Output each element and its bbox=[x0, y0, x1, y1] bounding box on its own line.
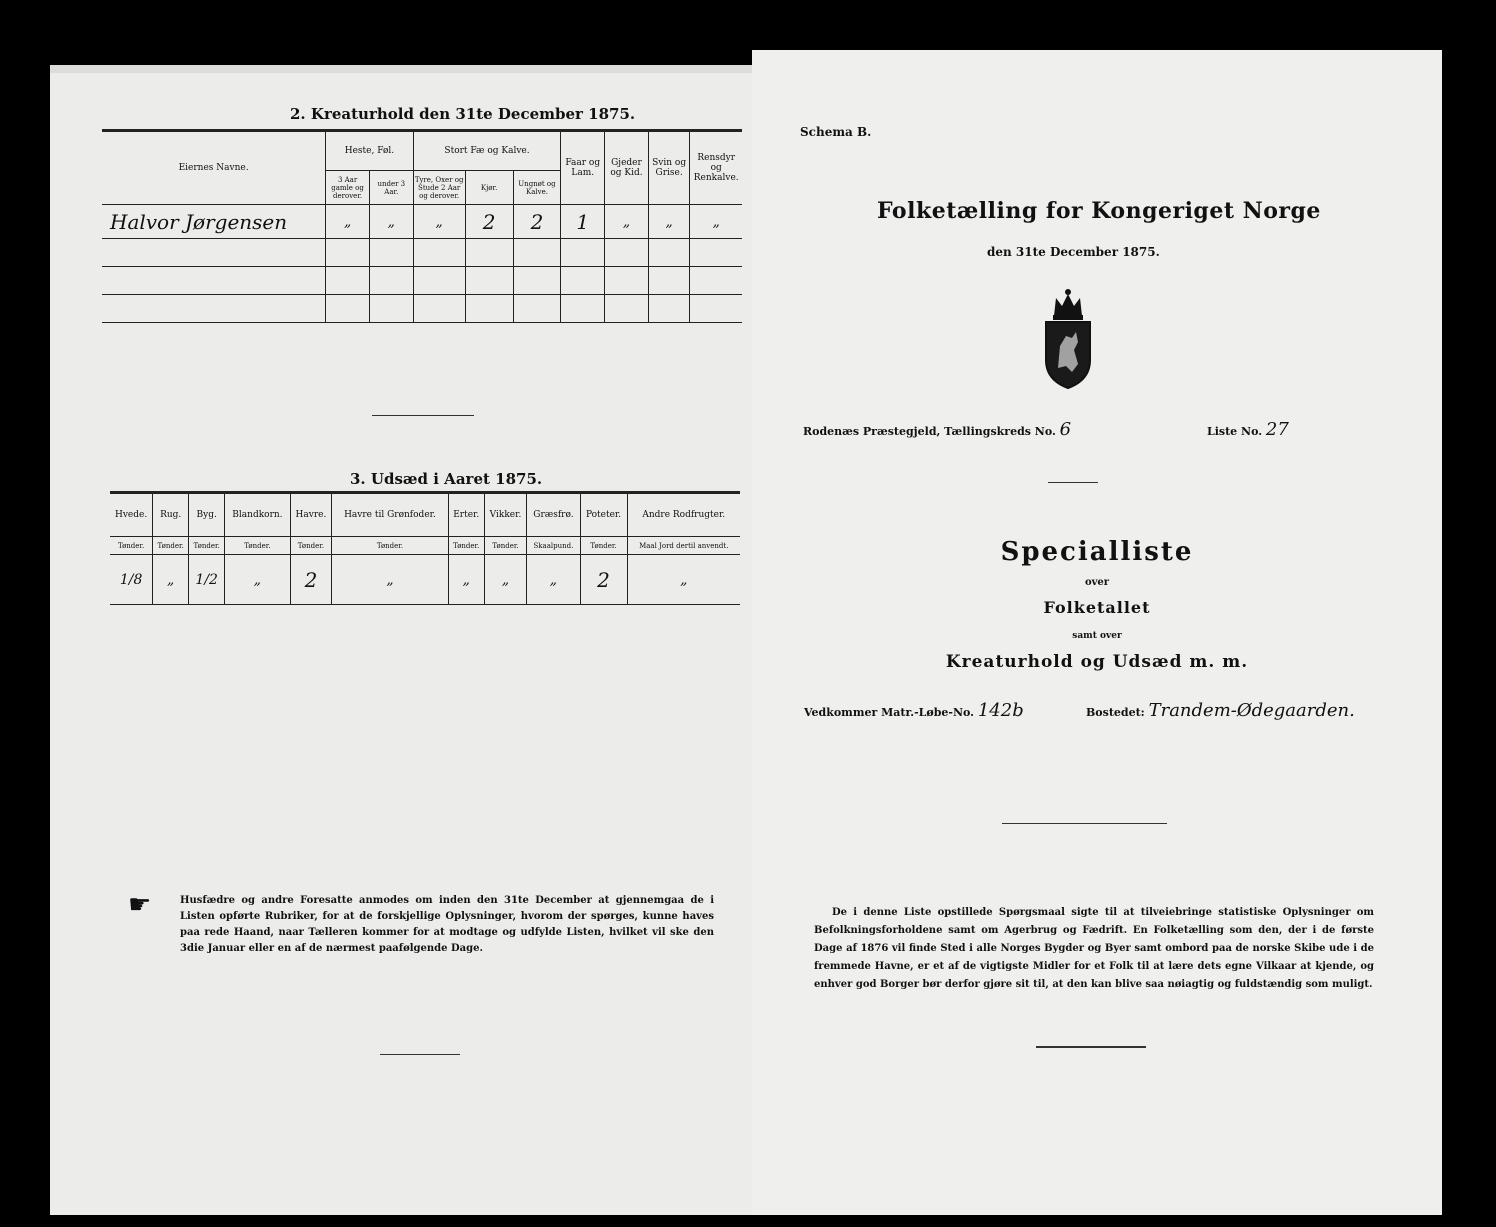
sow-header bbox=[189, 493, 225, 537]
pointing-hand-icon: ☛ bbox=[128, 890, 152, 920]
liste-number: 27 bbox=[1265, 419, 1289, 440]
sow-value: „ bbox=[225, 555, 290, 605]
kreaturhold-heading: Kreaturhold og Udsæd m. m. bbox=[945, 652, 1249, 672]
sow-value: „ bbox=[527, 555, 580, 605]
col-gjeder-header: Gjeder og Kid. bbox=[605, 131, 649, 205]
sow-value: „ bbox=[627, 555, 740, 605]
sow-unit: Tønder. bbox=[110, 537, 153, 555]
value-cell: 2 bbox=[513, 205, 561, 239]
sow-header bbox=[484, 493, 527, 537]
value-cell: „ bbox=[648, 205, 690, 239]
sow-header bbox=[627, 493, 740, 537]
sow-header-name: Havre til Grønfoder. bbox=[344, 510, 436, 520]
norwegian-coat-of-arms-icon bbox=[1042, 288, 1094, 392]
table-row-empty bbox=[102, 295, 742, 323]
bostedet-value: Trandem-Ødegaarden. bbox=[1148, 700, 1355, 721]
sow-unit: Tønder. bbox=[225, 537, 290, 555]
folketallet-heading: Folketallet bbox=[1043, 598, 1151, 617]
prestegjeld-label: Rodenæs Præstegjeld, Tællingskreds No. bbox=[803, 425, 1056, 438]
sow-unit: Tønder. bbox=[332, 537, 449, 555]
table-row bbox=[102, 205, 742, 239]
col-owner-header: Eiernes Navne. bbox=[102, 131, 326, 205]
sow-header bbox=[225, 493, 290, 537]
lobe-label: Vedkommer Matr.-Løbe-No. bbox=[804, 706, 974, 719]
lobe-number: 142b bbox=[977, 700, 1024, 721]
sow-header-name: Erter. bbox=[453, 510, 480, 520]
sow-value: 1/8 bbox=[110, 555, 153, 605]
sow-unit: Tønder. bbox=[448, 537, 484, 555]
divider bbox=[1048, 482, 1098, 483]
value-cell: „ bbox=[326, 205, 370, 239]
sow-unit: Maal Jord dertil anvendt. bbox=[627, 537, 740, 555]
value-cell: 1 bbox=[561, 205, 605, 239]
schema-label: Schema B. bbox=[800, 125, 872, 139]
bostedet-label: Bostedet: bbox=[1086, 706, 1145, 719]
col-faar-header: Faar og Lam. bbox=[561, 131, 605, 205]
date-line: den 31te December 1875. bbox=[987, 245, 1160, 259]
table-row-empty bbox=[102, 239, 742, 267]
right-page bbox=[752, 50, 1442, 1215]
owner-name-cell: Halvor Jørgensen bbox=[102, 205, 326, 239]
sow-header bbox=[448, 493, 484, 537]
divider bbox=[1002, 823, 1167, 824]
section3-title-text: Udsæd i Aaret 1875. bbox=[370, 470, 543, 488]
sow-header bbox=[527, 493, 580, 537]
liste-label: Liste No. bbox=[1207, 425, 1263, 438]
sow-header bbox=[110, 493, 153, 537]
sow-header-name: Græsfrø. bbox=[533, 510, 574, 520]
sow-unit: Tønder. bbox=[580, 537, 627, 555]
sow-value: „ bbox=[153, 555, 189, 605]
sow-unit: Tønder. bbox=[484, 537, 527, 555]
sow-unit: Skaalpund. bbox=[527, 537, 580, 555]
divider bbox=[380, 1054, 460, 1055]
sow-value: „ bbox=[484, 555, 527, 605]
specialliste-heading: Specialliste bbox=[1000, 537, 1194, 567]
intro-paragraph: De i denne Liste opstillede Spørgsmaal sigte til at tilveiebringe statistiske Oplysninger om Befolkningsforholdene samt om Agerbrug og Fædrift. En Folketælling som den, der i de første Dage af 1876 vil finde Sted i alle Norges Bygder og Byer samt ombord paa de norske Skibe ude i de fremmede Havne, er et af de vigtigste Midler for et Folk til at lære dets egne Vilkaar at kjende, og enhver god Borger bør derfor gjøre sit til, at den kan blive saa nøiagtig og fuldstændig som muligt. bbox=[814, 907, 1374, 990]
prestegjeld-line bbox=[803, 419, 1071, 440]
col-stort-sub1: Tyre, Oxer og Stude 2 Aar og derover. bbox=[413, 171, 465, 205]
sowing-table bbox=[110, 491, 740, 605]
value-cell: 2 bbox=[465, 205, 513, 239]
sow-header bbox=[580, 493, 627, 537]
col-heste-sub2: under 3 Aar. bbox=[369, 171, 413, 205]
section2-title bbox=[290, 105, 635, 123]
divider bbox=[1036, 1046, 1146, 1048]
page-edge bbox=[50, 65, 756, 73]
left-page bbox=[50, 65, 756, 1215]
section3-title bbox=[350, 470, 542, 488]
sow-value: „ bbox=[448, 555, 484, 605]
col-svin-header: Svin og Grise. bbox=[648, 131, 690, 205]
sow-header-name: Havre. bbox=[295, 510, 327, 520]
value-cell: „ bbox=[413, 205, 465, 239]
section2-title-text: Kreaturhold den 31te December 1875. bbox=[310, 105, 636, 123]
over-label: over bbox=[1084, 577, 1110, 588]
sow-value: 2 bbox=[290, 555, 332, 605]
sow-header bbox=[153, 493, 189, 537]
value-cell: „ bbox=[369, 205, 413, 239]
sow-value: „ bbox=[332, 555, 449, 605]
col-heste-sub1: 3 Aar gamle og derover. bbox=[326, 171, 370, 205]
samt-over-label: samt over bbox=[1072, 631, 1122, 641]
sow-unit: Tønder. bbox=[189, 537, 225, 555]
sow-header-name: Rug. bbox=[160, 510, 182, 520]
main-title: Folketælling for Kongeriget Norge bbox=[877, 198, 1321, 224]
sow-value: 2 bbox=[580, 555, 627, 605]
sow-header-name: Blandkorn. bbox=[232, 510, 283, 520]
value-cell: „ bbox=[690, 205, 742, 239]
sow-header-name: Poteter. bbox=[585, 510, 622, 520]
divider bbox=[372, 415, 474, 416]
sow-header bbox=[332, 493, 449, 537]
col-stort-sub3: Ungnøt og Kalve. bbox=[513, 171, 561, 205]
sow-header-name: Andre Rodfrugter. bbox=[642, 510, 726, 520]
bostedet-line bbox=[1086, 700, 1355, 721]
kreds-number: 6 bbox=[1059, 419, 1072, 440]
section2-number: 2. bbox=[290, 105, 306, 123]
value-cell: „ bbox=[605, 205, 649, 239]
liste-line bbox=[1207, 419, 1289, 440]
sow-header-name: Hvede. bbox=[114, 510, 148, 520]
sow-value: 1/2 bbox=[189, 555, 225, 605]
sow-header bbox=[290, 493, 332, 537]
sow-header-name: Vikker. bbox=[489, 510, 522, 520]
table-row bbox=[110, 555, 740, 605]
notice-text: Husfædre og andre Foresatte anmodes om inden den 31te December at gjennemgaa de i Listen opførte Rubriker, for at de forskjellige Oplysninger, hvorom der spørges, kunne haves paa rede Haand, naar Tælleren kommer for at modtage og udfylde Listen, hvilket vil ske den 3die Januar eller en af de nærmest paafølgende Dage. bbox=[180, 895, 714, 954]
table-row-empty bbox=[102, 267, 742, 295]
col-rensdyr-header: Rensdyr og Renkalve. bbox=[690, 131, 742, 205]
sow-header-name: Byg. bbox=[196, 510, 217, 520]
col-heste-header: Heste, Føl. bbox=[326, 131, 413, 171]
livestock-table bbox=[102, 129, 742, 323]
sow-unit: Tønder. bbox=[153, 537, 189, 555]
lobe-line bbox=[804, 700, 1024, 721]
sow-unit: Tønder. bbox=[290, 537, 332, 555]
section3-number: 3. bbox=[350, 470, 366, 488]
col-stort-header: Stort Fæ og Kalve. bbox=[413, 131, 561, 171]
col-stort-sub2: Kjør. bbox=[465, 171, 513, 205]
